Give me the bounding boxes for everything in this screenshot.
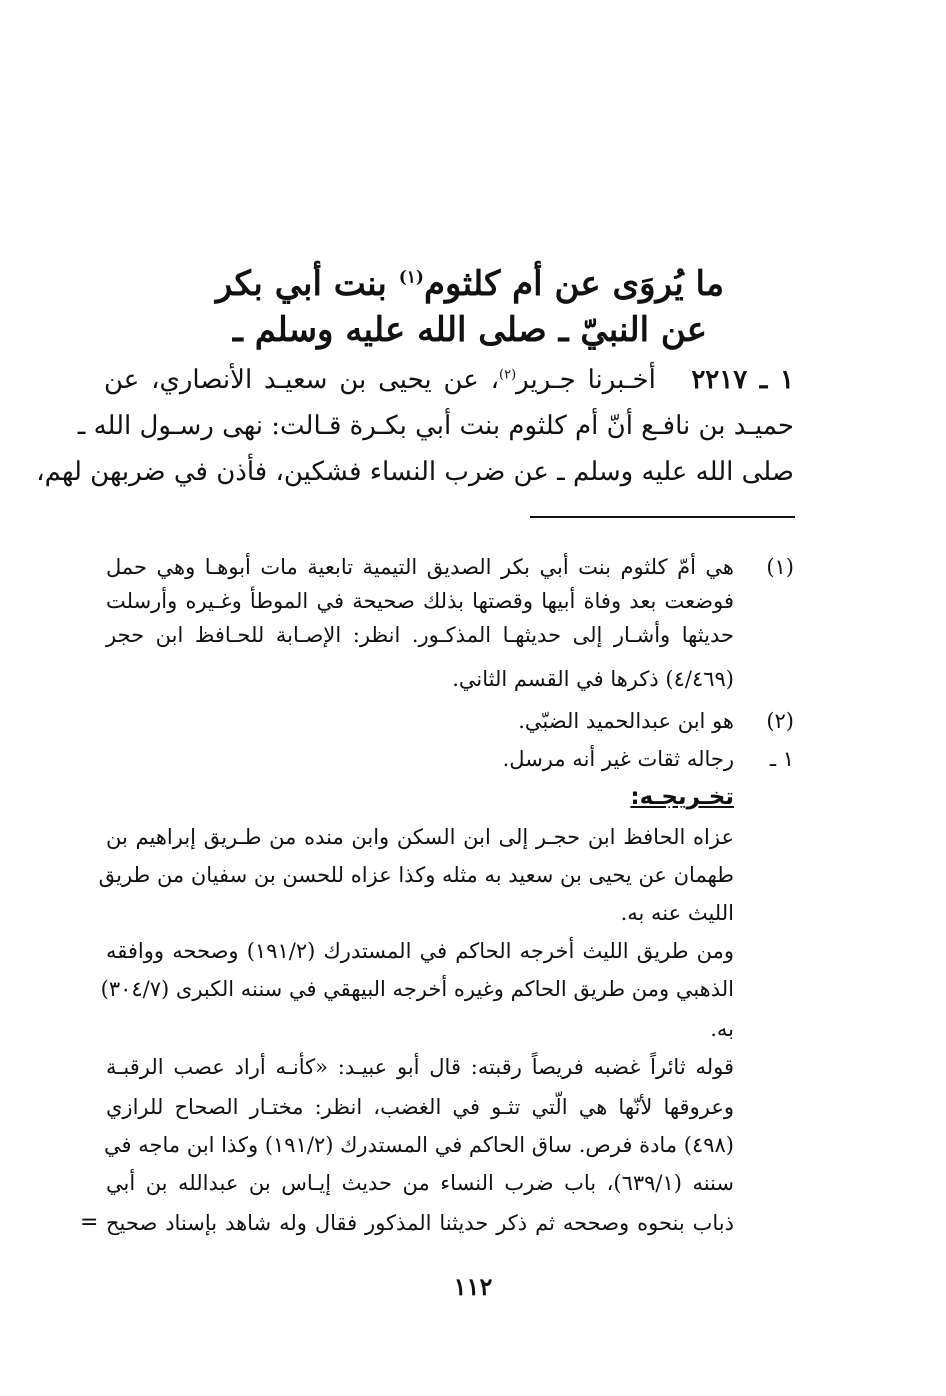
takhrij-line: ذباب بنحوه وصححه ثم ذكر حديثنا المذكور فقال وله شاهد بإسناد صحيح [106,1211,734,1235]
footnote-marker-2: (٢) [766,709,794,733]
page-number: ١١٢ [453,1272,493,1301]
footnote-1-line: حديثها وأشـار إلى حديثهـا المذكـور. انظر: الإصـابة للحـافظ ابن حجر [106,623,734,647]
footnote-marker-1: (١) [766,555,794,579]
hadith-comment-marker: ١ ـ [769,747,794,771]
footnote-separator [530,516,795,518]
section-title-line-1 [150,262,790,306]
takhrij-line: سننه (٦٣٩/١)، باب ضرب النساء من حديث إيـاس بن عبدالله بن أبي [106,1171,734,1195]
takhrij-line: قوله ثائراً غضبه فريصاً رقبته: قال أبو عبيـد: «كأنـه أراد عصب الرقبـة [106,1055,734,1079]
title-text: ما يُروَى عن أم كلثوم [423,264,725,304]
footnote-1-line: (٤/٤٦٩) ذكرها في القسم الثاني. [452,667,734,691]
footnote-2-line: هو ابن عبدالحميد الضبّي. [518,709,734,733]
takhrij-line: (٤٩٨) مادة فرص. ساق الحاكم في المستدرك (١٩١/٢) وكذا ابن ماجه في [104,1133,734,1157]
hadith-text: أخـبرنا جـرير [516,365,656,395]
section-title-line-2: عن النبيّ ـ صلى الله عليه وسلم ـ [232,310,708,350]
continuation-mark: = [80,1210,99,1235]
takhrij-line: وعروقها لأنّها هي الّتي تثـو في الغضب، انظر: مختـار الصحاح للرازي [106,1095,734,1119]
hadith-line-1 [104,360,794,400]
hadith-comment-line: رجاله ثقات غير أنه مرسل. [502,747,734,771]
footnote-1-line: فوضعت بعد وفاة أبيها وقصتها بذلك صحيحة في الموطأ وغـيره وأرسلت [106,589,734,613]
hadith-line-3: صلى الله عليه وسلم ـ عن ضرب النساء فشكين، فأذن في ضربهن لهم، [36,457,794,487]
takhrij-heading: تخـريجـه: [630,784,734,810]
hadith-number: ١ ـ ٢٢١٧ [691,365,794,395]
takhrij-line: به. [710,1017,734,1041]
footnote-1-line: هي أمّ كلثوم بنت أبي بكر الصديق التيمية تابعية مات أبوهـا وهي حمل [106,555,734,579]
takhrij-line: الليث عنه به. [620,901,734,925]
footnote-ref-1: (١) [398,267,424,288]
takhrij-line: طهمان عن يحيى بن سعيد به مثله وكذا عزاه للحسن بن سفيان من طريق [98,863,734,887]
takhrij-line: ومن طريق الليث أخرجه الحاكم في المستدرك (١٩١/٢) وصححه ووافقه [106,939,734,963]
hadith-line-2: حميـد بن نافـع أنّ أم كلثوم بنت أبي بكـرة قـالت: نهى رسـول الله ـ [77,411,794,441]
footnote-ref-2: (٢) [499,367,517,383]
hadith-text-continued: ، عن يحيى بن سعيـد الأنصاري، عن [104,365,499,395]
takhrij-line: الذهبي ومن طريق الحاكم وغيره أخرجه البيهقي في سننه الكبرى (٣٠٤/٧) [100,977,734,1001]
takhrij-line: عزاه الحافظ ابن حجـر إلى ابن السكن وابن منده من طـريق إبراهيم بن [106,825,734,849]
title-text-continued: بنت أبي بكر [215,264,399,304]
